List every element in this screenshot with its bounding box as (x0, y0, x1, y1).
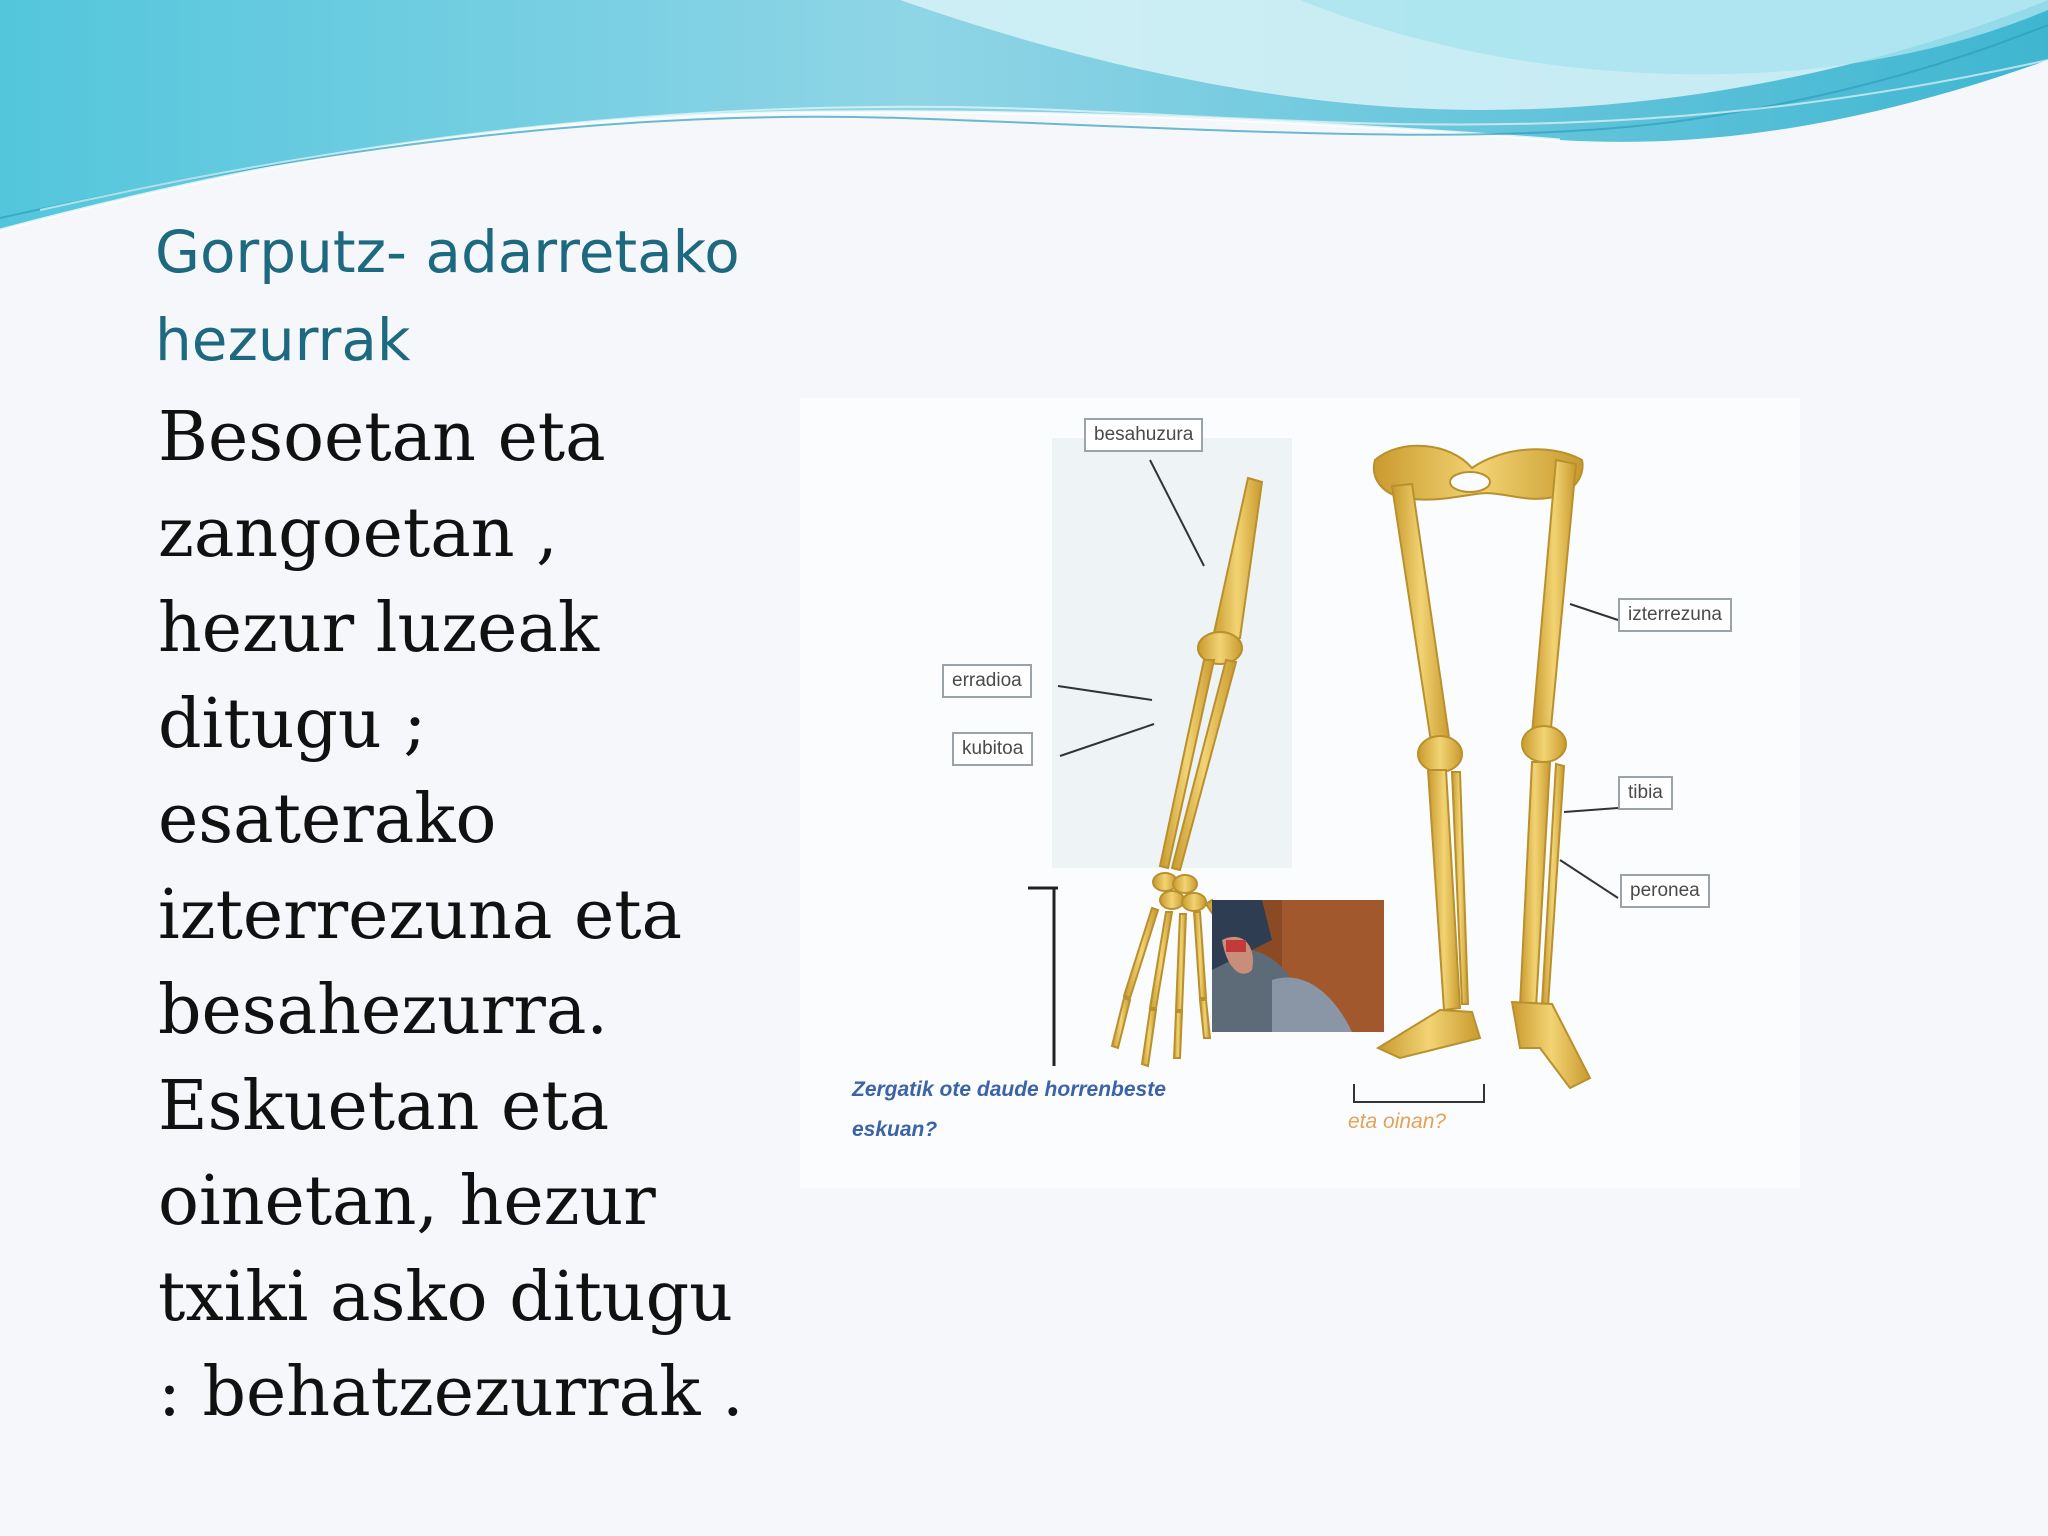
caption-hand-line: Zergatik ote daude horrenbeste (852, 1078, 1166, 1101)
body-line: hezur luzeak (158, 589, 600, 668)
hand-photo-inset (1212, 900, 1384, 1032)
skeleton-limbs-illustration (800, 398, 1800, 1188)
label-radius: erradioa (942, 664, 1032, 698)
foot-bracket (1354, 1084, 1484, 1102)
title-line-2: hezurrak (155, 306, 411, 374)
title-line-1: Gorputz- adarretako (155, 218, 740, 286)
body-line: izterrezuna eta (158, 875, 683, 955)
body-line: txiki asko ditugu (158, 1257, 733, 1337)
femur-left-bone (1392, 484, 1450, 748)
body-line: Besoetan eta (158, 398, 606, 477)
body-line: esaterako (158, 780, 497, 859)
leg-bones (1374, 446, 1590, 1088)
body-line: Eskuetan eta (158, 1066, 610, 1146)
label-fibula: peronea (1620, 874, 1710, 908)
hand-bracket (1028, 888, 1058, 1066)
caption-hand-question (852, 1070, 1272, 1150)
body-line: besahezurra. (158, 971, 609, 1050)
femur-right-bone (1532, 460, 1576, 738)
label-femur: izterrezuna (1618, 598, 1732, 632)
label-humerus: besahuzura (1084, 418, 1203, 452)
foot-right-bone (1512, 1002, 1590, 1088)
slide-title (155, 208, 875, 384)
body-line: ditugu ; (158, 684, 427, 764)
body-line: : behatzezurrak . (158, 1353, 744, 1432)
body-line: oinetan, hezur (158, 1162, 656, 1241)
label-tibia: tibia (1618, 776, 1673, 810)
body-line: zangoetan , (158, 493, 558, 573)
label-ulna: kubitoa (952, 732, 1033, 766)
foot-left-bone (1378, 1010, 1480, 1058)
caption-foot-question: eta oinan? (1348, 1110, 1447, 1133)
caption-hand-line: eskuan? (852, 1118, 938, 1141)
body-text (158, 390, 798, 1441)
